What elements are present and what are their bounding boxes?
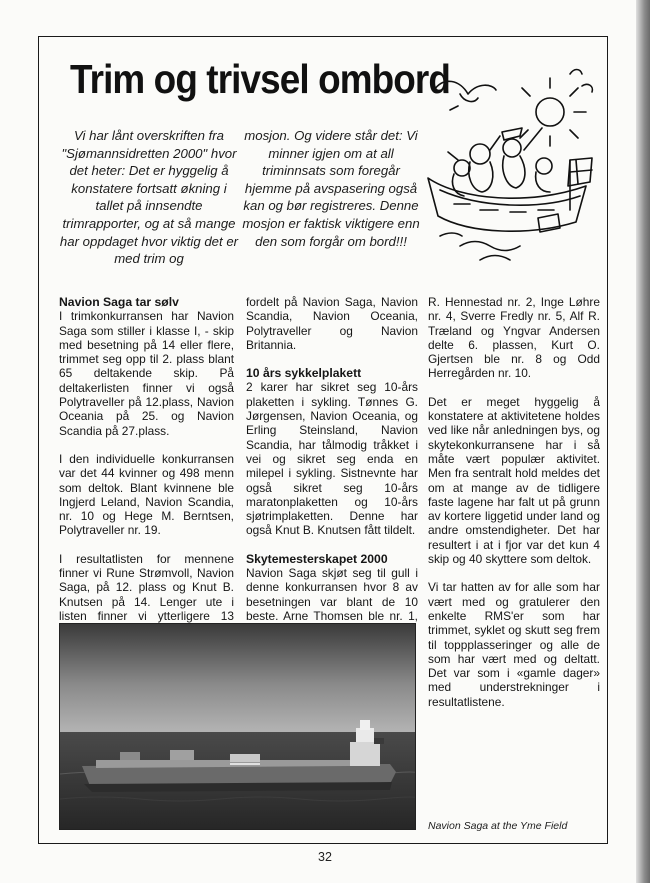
boat-icon xyxy=(428,178,586,232)
column-1 xyxy=(59,295,234,638)
page-number: 32 xyxy=(318,850,332,864)
seagull-icon xyxy=(434,81,496,110)
wave-lines-icon xyxy=(440,233,520,260)
paragraph: I den individuelle konkurransen var det 44 kvinner og 498 menn som deltok. Blant kvinnene ble Ingjerd Leland, Navion Scandia, nr. 10 og Hege M. Berntsen, Polytraveller nr. 19. xyxy=(59,451,234,538)
ship-photo-image xyxy=(60,624,416,830)
flag-icon xyxy=(568,158,592,210)
sun-icon xyxy=(520,70,592,147)
section-heading-cycling: 10 års sykkelplakett xyxy=(246,366,362,381)
section-heading-silver: Navion Saga tar sølv xyxy=(59,295,179,309)
ship-photo xyxy=(59,623,416,830)
paragraph: fordelt på Navion Saga, Navion Scandia, Navion Oceania, Polytraveller og Navion Britannia. xyxy=(246,295,418,352)
paragraph: I trimkonkurransen har Navion Saga som stiller i klasse I, - skip med besetning på 14 eller flere, trimmet seg opp til 2. plass blant 65 deltakende skip. På deltakerlisten finner vi også Polytraveller på 12.plass, Navion Oceania på 25. og Navion Scandia på 27.plass. xyxy=(59,309,234,438)
crew-figures-icon xyxy=(448,128,552,196)
paragraph: R. Hennestad nr. 2, Inge Løhre nr. 4, Sverre Fredly nr. 5, Alf R. Træland og Yngvar Andersen delte 6. plassen, Kurt O. Gjertsen ble nr. 8 og Odd Herregården nr. 10. xyxy=(428,295,600,381)
paragraph: I resultatlisten for mennene finner vi Rune Strømvoll, Navion Saga, på 12. plass og Knut B. Knutsen på 14. Lenger ute i listen finner vi ytterligere 13 xyxy=(59,551,234,623)
photo-caption: Navion Saga at the Yme Field xyxy=(428,820,568,832)
article-title: Trim og trivsel ombord xyxy=(70,56,451,102)
cartoon-illustration xyxy=(420,50,600,280)
column-2 xyxy=(246,295,418,638)
scan-edge-shadow xyxy=(636,0,650,883)
intro-text-left: Vi har lånt overskriften fra "Sjømannsidretten 2000" hvor det heter: Det er hyggelig å konstatere fortsatt økning i tallet på innsendte trimrapporter, og at så mange har oppdaget hvor viktig det er med trim og xyxy=(59,128,239,267)
paragraph: Det er meget hyggelig å konstatere at aktivitetene holdes ved like når anledningen bys, og skytekonkurransene har i så måte vært populær aktivitet. Men fra sentralt hold meldes det om at mange av de tidligere faste lagene har falt ut på grunn av kortere liggetid under land og andre omstendigheter. Det har resultert i at i fjor var det kun 4 skip og 40 skyttere som deltok. xyxy=(428,394,600,567)
paragraph: 2 karer har sikret seg 10-års plaketten i sykling. Tønnes G. Jørgensen, Navion Oceania, og Erling Steinsland, Navion Scandia, har tålmodig tråkket i vei og sikret seg enda en milepel i sykling. Sistnevnte har også sikret seg 10-års maratonplaketten og 10-års sjøtrimplaketten. Denne har også Knut B. Knutsen fått tildelt. xyxy=(246,380,418,538)
paragraph: Vi tar hatten av for alle som har vært med og gratulerer den enkelte RMS'er som har trimmet, syklet og skutt seg frem til toppplasseringer og alle de som har vært med og deltatt. Det var som i «gamle dager» med understrekninger i resultatlistene. xyxy=(428,580,600,709)
intro-text-right: mosjon. Og videre står det: Vi minner igjen om at all triminnsats som foregår hjemme på avspasering også kan og bør registreres. Denne mosjon er faktisk viktigere enn den som forgår om bord!!! xyxy=(242,128,420,249)
column-3 xyxy=(428,295,600,709)
paragraph: Navion Saga skjøt seg til gull i denne konkurransen hvor 8 av besetningen var blant de 10 beste. Arne Thomsen ble nr. 1, xyxy=(246,566,418,623)
section-heading-shooting: Skytemesterskapet 2000 xyxy=(246,551,388,566)
